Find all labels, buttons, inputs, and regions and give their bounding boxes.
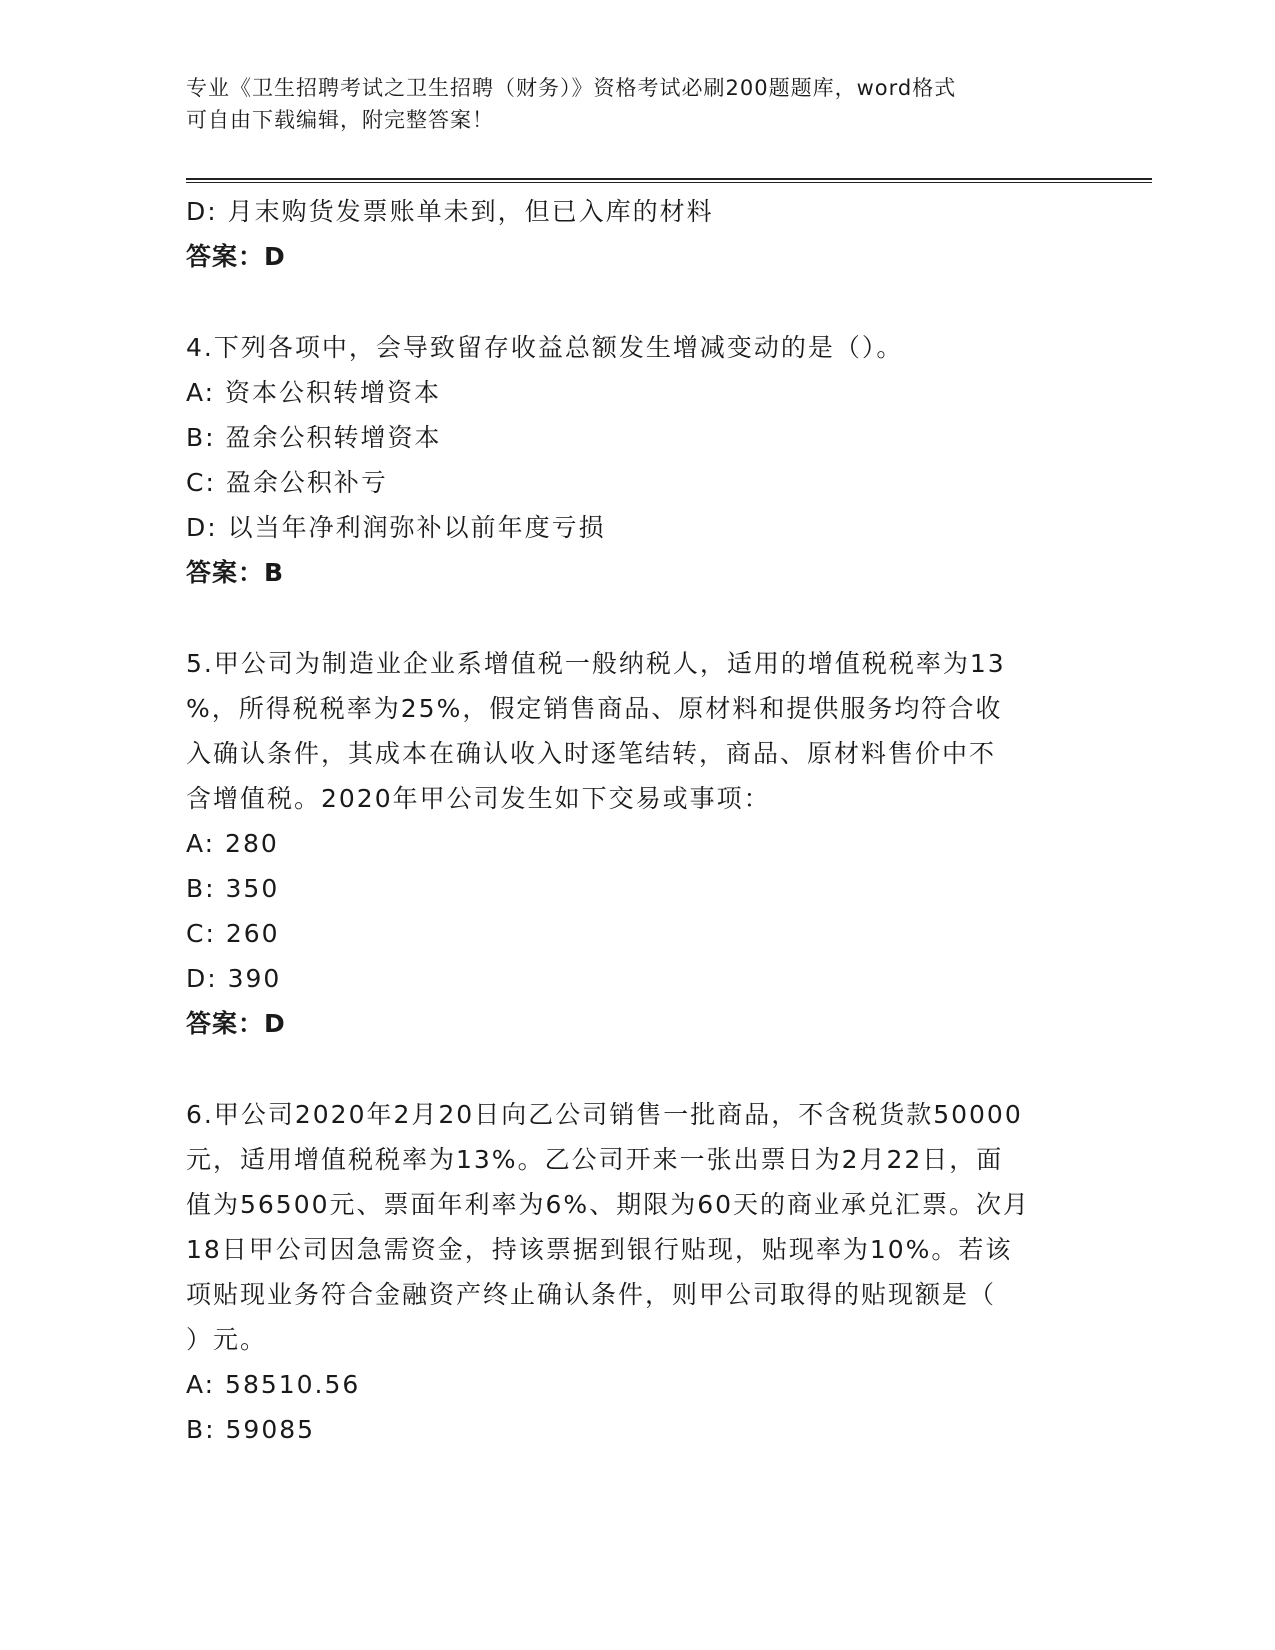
question-stem: 4.下列各项中，会导致留存收益总额发生增减变动的是（）。	[186, 333, 904, 362]
option-a: A: 280	[186, 829, 279, 858]
answer: 答案：B	[186, 558, 285, 587]
question-stem-line: ）元。	[186, 1325, 268, 1354]
question-stem-line: 18日甲公司因急需资金，持该票据到银行贴现，贴现率为10%。若该	[186, 1235, 1013, 1264]
question-stem-line: 值为56500元、票面年利率为6%、期限为60天的商业承兑汇票。次月	[186, 1190, 1031, 1219]
option-b: B: 350	[186, 874, 280, 903]
answer: 答案：D	[186, 1009, 286, 1038]
question-stem-line: %，所得税税率为25%，假定销售商品、原材料和提供服务均符合收	[186, 694, 1003, 723]
option-c: C: 260	[186, 919, 280, 948]
question-6	[186, 1092, 1086, 1452]
option-b: B: 59085	[186, 1415, 316, 1444]
header-line-1: 专业《卫生招聘考试之卫生招聘（财务）》资格考试必刷200题题库，word格式	[186, 76, 957, 100]
header-rule-thick	[186, 178, 1152, 180]
option-a: A: 58510.56	[186, 1370, 361, 1399]
option-d: D: 390	[186, 964, 282, 993]
question-stem-line: 5.甲公司为制造业企业系增值税一般纳税人，适用的增值税税率为13	[186, 649, 1006, 678]
option-a: A: 资本公积转增资本	[186, 378, 442, 407]
option-b: B: 盈余公积转增资本	[186, 423, 442, 452]
option-d: D: 以当年净利润弥补以前年度亏损	[186, 513, 606, 542]
question-5	[186, 641, 1086, 1046]
question-stem-line: 6.甲公司2020年2月20日向乙公司销售一批商品，不含税货款50000	[186, 1100, 1023, 1129]
option-c: C: 盈余公积补亏	[186, 468, 388, 497]
document-body	[186, 189, 1086, 1452]
header-line-2: 可自由下载编辑，附完整答案！	[186, 108, 494, 132]
question-stem-line: 项贴现业务符合金融资产终止确认条件，则甲公司取得的贴现额是（	[186, 1280, 997, 1309]
question-stem-line: 入确认条件，其成本在确认收入时逐笔结转，商品、原材料售价中不	[186, 739, 997, 768]
header-rule-thin	[186, 182, 1152, 183]
document-header	[186, 72, 1066, 136]
question-4	[186, 325, 1086, 595]
question-stem-line: 含增值税。2020年甲公司发生如下交易或事项：	[186, 784, 771, 813]
question-3-tail	[186, 189, 1086, 279]
option-d: D: 月末购货发票账单未到，但已入库的材料	[186, 197, 714, 226]
question-stem-line: 元，适用增值税税率为13%。乙公司开来一张出票日为2月22日，面	[186, 1145, 1004, 1174]
answer: 答案：D	[186, 242, 286, 271]
